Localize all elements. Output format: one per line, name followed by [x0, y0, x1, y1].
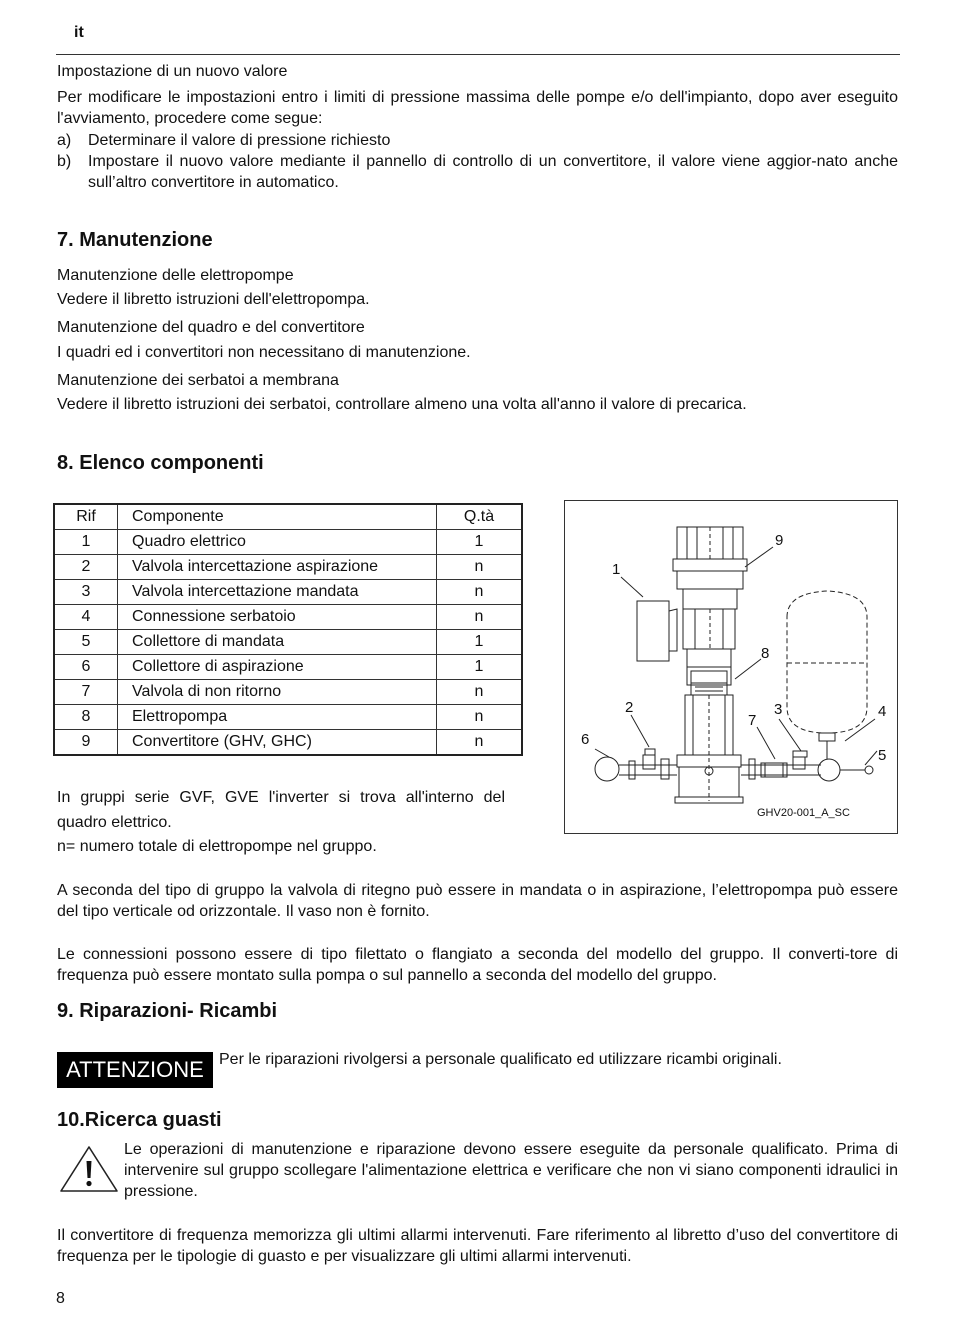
- maintenance-title: 7. Manutenzione: [57, 229, 213, 251]
- cell-rif: 8: [54, 705, 118, 730]
- pump-group-figure: [564, 500, 898, 834]
- step-marker: b): [57, 153, 72, 170]
- maintenance-heading: Manutenzione del quadro e del convertitore: [57, 319, 365, 336]
- components-note-count: n= numero totale di elettropompe nel gruppo.: [57, 838, 377, 855]
- cell-qta: n: [437, 580, 523, 605]
- cell-rif: 2: [54, 555, 118, 580]
- figure-label-5: 5: [878, 747, 887, 764]
- settings-subtitle: Impostazione di un nuovo valore: [57, 63, 288, 80]
- cell-rif: 3: [54, 580, 118, 605]
- figure-label-2: 2: [625, 699, 634, 716]
- step-item: [57, 151, 898, 193]
- components-note-inverter: In gruppi serie GVF, GVE l'inverter si trova all'interno del quadro elettrico.: [57, 789, 505, 831]
- cell-qta: n: [437, 555, 523, 580]
- cell-rif: 7: [54, 680, 118, 705]
- cell-rif: 1: [54, 530, 118, 555]
- cell-componente: Convertitore (GHV, GHC): [118, 730, 437, 756]
- attention-badge: ATTENZIONE: [57, 1052, 213, 1088]
- maintenance-heading: Manutenzione dei serbatoi a membrana: [57, 372, 339, 389]
- column-header-rif: Rif: [54, 504, 118, 530]
- figure-label-3: 3: [774, 701, 783, 718]
- table-header-row: [54, 504, 522, 530]
- cell-rif: 6: [54, 655, 118, 680]
- cell-rif: 9: [54, 730, 118, 756]
- troubleshooting-para: Il convertitore di frequenza memorizza gli ultimi allarmi intervenuti. Fare riferimento al libretto d’uso del convertitore di frequenza per le tipologie di guasto e per visualizzare gli ultimi allarmi intervenuti.: [57, 1227, 898, 1265]
- maintenance-text: Vedere il libretto istruzioni dei serbatoi, controllare almeno una volta all'anno il valore di precarica.: [57, 396, 747, 413]
- repairs-text: Per le riparazioni rivolgersi a personale qualificato ed utilizzare ricambi originali.: [219, 1051, 782, 1068]
- cell-componente: Valvola intercettazione mandata: [118, 580, 437, 605]
- header-rule: [56, 54, 900, 55]
- cell-rif: 4: [54, 605, 118, 630]
- table-row: [54, 705, 522, 730]
- figure-label-9: 9: [775, 532, 784, 549]
- step-marker: a): [57, 132, 72, 149]
- cell-qta: n: [437, 705, 523, 730]
- figure-label-7: 7: [748, 712, 757, 729]
- components-para-connections: Le connessioni possono essere di tipo filettato o flangiato a seconda del modello del gruppo. Il converti-tore di frequenza può essere montato sulla pompa o sul pannello a seconda del modello del gruppo.: [57, 946, 898, 984]
- table-row: [54, 580, 522, 605]
- maintenance-text: I quadri ed i convertitori non necessitano di manutenzione.: [57, 344, 471, 361]
- maintenance-heading: Manutenzione delle elettropompe: [57, 267, 294, 284]
- cell-componente: Connessione serbatoio: [118, 605, 437, 630]
- components-title: 8. Elenco componenti: [57, 452, 264, 474]
- figure-caption: GHV20-001_A_SC: [757, 807, 850, 819]
- components-para-valve: A seconda del tipo di gruppo la valvola di ritegno può essere in mandata o in aspirazione, l’elettropompa può essere del tipo verticale od orizzontale. Il vaso non è fornito.: [57, 882, 898, 920]
- figure-label-8: 8: [761, 645, 770, 662]
- table-row: [54, 605, 522, 630]
- table-row: [54, 530, 522, 555]
- cell-qta: 1: [437, 530, 523, 555]
- settings-steps: [57, 130, 898, 193]
- step-text: Impostare il nuovo valore mediante il pannello di controllo di un convertitore, il valore viene aggior-nato anche sull’altro convertitore in automatico.: [88, 153, 898, 191]
- cell-qta: n: [437, 680, 523, 705]
- troubleshooting-title: 10.Ricerca guasti: [57, 1109, 222, 1131]
- figure-label-4: 4: [878, 703, 887, 720]
- cell-componente: Quadro elettrico: [118, 530, 437, 555]
- cell-qta: n: [437, 605, 523, 630]
- cell-qta: 1: [437, 655, 523, 680]
- table-row: [54, 630, 522, 655]
- figure-label-6: 6: [581, 731, 590, 748]
- components-table: [53, 503, 523, 756]
- column-header-qta: Q.tà: [437, 504, 523, 530]
- cell-componente: Elettropompa: [118, 705, 437, 730]
- cell-componente: Collettore di mandata: [118, 630, 437, 655]
- cell-qta: 1: [437, 630, 523, 655]
- page-number: 8: [56, 1290, 65, 1307]
- maintenance-text: Vedere il libretto istruzioni dell'elettropompa.: [57, 291, 370, 308]
- cell-componente: Collettore di aspirazione: [118, 655, 437, 680]
- cell-qta: n: [437, 730, 523, 756]
- table-row: [54, 730, 522, 756]
- settings-intro: Per modificare le impostazioni entro i limiti di pressione massima delle pompe e/o dell'impianto, dopo aver eseguito l'avviamento, procedere come segue:: [57, 89, 898, 127]
- troubleshooting-warning: Le operazioni di manutenzione e riparazione devono essere eseguite da personale qualificato. Prima di intervenire sul gruppo scollegare l'alimentazione elettrica e verificare che non vi siano componenti idraulici in pressione.: [124, 1141, 898, 1200]
- repairs-title: 9. Riparazioni- Ricambi: [57, 1000, 278, 1022]
- pump-diagram: [565, 501, 897, 833]
- table-row: [54, 680, 522, 705]
- warning-triangle-icon: [58, 1144, 120, 1194]
- language-code: it: [74, 24, 84, 41]
- figure-label-1: 1: [612, 561, 621, 578]
- cell-rif: 5: [54, 630, 118, 655]
- table-row: [54, 555, 522, 580]
- cell-componente: Valvola di non ritorno: [118, 680, 437, 705]
- step-item: [57, 130, 898, 151]
- column-header-componente: Componente: [118, 504, 437, 530]
- step-text: Determinare il valore di pressione richiesto: [88, 132, 391, 149]
- table-row: [54, 655, 522, 680]
- cell-componente: Valvola intercettazione aspirazione: [118, 555, 437, 580]
